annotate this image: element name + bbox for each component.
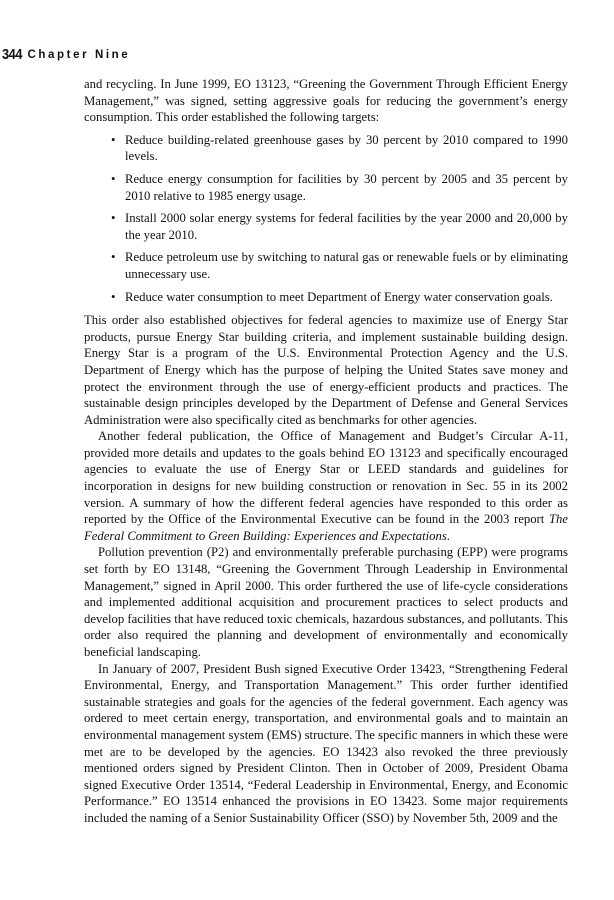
- paragraph-executive-orders: In January of 2007, President Bush signed Executive Order 13423, “Strengthening Federal Environmental, Energy, and Transportation Management.” This order further identified sustainable strategies and goals for the agencies of the federal government. Each agency was ordered to meet certain energy, transportation, and environmental goals and to maintain an environmental management system (EMS) structure. The specific manners in which these were met are to be developed by the agencies. EO 13423 also revoked the three previously mentioned orders signed by President Clinton. Then in October of 2009, President Obama signed Executive Order 13514, “Federal Leadership in Environmental, Energy, and Economic Performance.” EO 13514 enhanced the provisions in EO 13423. Some major requirements included the naming of a Senior Sustainability Officer (SSO) by November 5th, 2009 and the: [84, 661, 568, 825]
- bullet-icon: •: [111, 171, 116, 186]
- paragraph-omb-circular: Another federal publication, the Office of Management and Budget’s Circular A-11, provided more details and updates to the goals behind EO 13123 and specifically encouraged agencies to evaluate the use of Energy Star or LEED standards and guidelines for incorporation in designs for new building construction or renovation in Sec. 55 in its 2002 version. A summary of how the different federal agencies have responded to this order as reported by the Office of the Environmental Executive can be found in the 2003 report The Federal Commitment to Green Building: Experiences and Expectations.: [84, 429, 568, 543]
- running-header: [2, 46, 130, 66]
- list-item: • Reduce building-related greenhouse gases by 30 percent by 2010 compared to 1990 levels.: [111, 132, 568, 164]
- bullet-icon: •: [111, 211, 116, 226]
- bullet-icon: •: [111, 132, 116, 147]
- list-item: • Reduce energy consumption for facilities by 30 percent by 2005 and 35 percent by 2010 relative to 1985 energy usage.: [111, 171, 568, 203]
- paragraph-energy-star: This order also established objectives for federal agencies to maximize use of Energy Star products, pursue Energy Star building criteria, and implement sustainable building design. Energy Star is a program of the U.S. Environmental Protection Agency and the U.S. Department of Energy which has the purpose of helping the United States save money and protect the environment through the use of energy-efficient products and practices. The sustainable design principles developed by the Department of Defense and General Services Administration were also specifically cited as benchmarks for other agencies.: [84, 313, 568, 427]
- intro-paragraph: and recycling. In June 1999, EO 13123, “Greening the Government Through Efficient Energy Management,” was signed, setting aggressive goals for reducing the government’s energy consumption. This order established the following targets:: [84, 77, 568, 125]
- page-number: 344: [2, 46, 23, 63]
- list-item: • Reduce water consumption to meet Department of Energy water conservation goals.: [111, 289, 553, 304]
- list-item: • Install 2000 solar energy systems for federal facilities by the year 2000 and 20,000 by the year 2010.: [111, 211, 568, 242]
- list-item: • Reduce petroleum use by switching to natural gas or renewable fuels or by eliminating unnecessary use.: [111, 250, 568, 281]
- chapter-title: Chapter Nine: [27, 49, 131, 61]
- paragraph-pollution-prevention: Pollution prevention (P2) and environmentally preferable purchasing (EPP) were programs set forth by EO 13148, “Greening the Government Through Leadership in Environmental Management,” signed in April 2000. This order furthered the use of life-cycle considerations and implemented additional acquisition and procurement practices to select products and develop facilities that have reduced toxic chemicals, hazardous substances, and pollutants. This order also required the planning and development of environmentally and economically beneficial landscaping.: [84, 545, 568, 659]
- body-text: [84, 76, 568, 827]
- report-title: The Federal Commitment to Green Building: Experiences and Expectations: [84, 512, 568, 543]
- targets-list: [84, 132, 568, 305]
- bullet-icon: •: [111, 289, 116, 304]
- bullet-icon: •: [111, 250, 116, 265]
